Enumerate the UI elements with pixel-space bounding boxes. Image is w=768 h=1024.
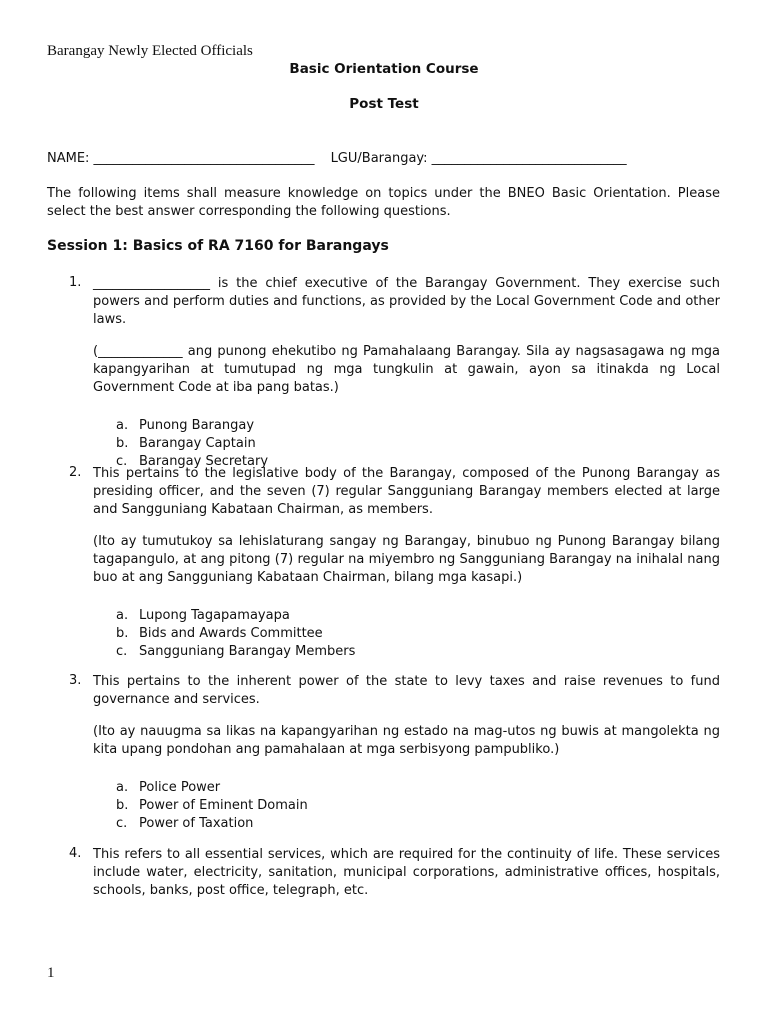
question-stem: This refers to all essential services, which are required for the continuity of life. These services include water, electricity, sanitation, municipal corporations, administrative offices, hospitals, schools, banks, post office, telegraph, etc.: [93, 847, 720, 898]
question-stem: __________________ is the chief executive of the Barangay Government. They exercise such powers and perform duties and functions, as provided by the Local Government Code and other laws.: [93, 276, 720, 327]
options-list: [47, 779, 720, 833]
question-1: [47, 275, 720, 471]
name-field: NAME: __________________________________: [47, 151, 315, 166]
options-list: [47, 607, 720, 661]
page-number: 1: [47, 965, 55, 981]
document-title: Basic Orientation Course: [289, 61, 479, 77]
session-heading: Session 1: Basics of RA 7160 for Barangays: [47, 238, 389, 254]
document-header: Barangay Newly Elected Officials: [47, 43, 253, 59]
option-b[interactable]: b. Power of Eminent Domain: [116, 798, 308, 813]
document-subtitle: Post Test: [349, 96, 419, 112]
option-a[interactable]: a. Police Power: [116, 780, 221, 795]
question-stem: This pertains to the inherent power of the state to levy taxes and raise revenues to fund governance and services.: [93, 674, 720, 707]
question-3: [47, 673, 720, 833]
question-number: 1.: [69, 275, 82, 290]
question-stem: This pertains to the legislative body of the Barangay, composed of the Punong Barangay as presiding officer, and the seven (7) regular Sangguniang Barangay members elected at large and Sangguniang Kabataan Chairman, as members.: [93, 466, 720, 517]
question-translation: (Ito ay nauugma sa likas na kapangyarihan ng estado na mag-utos ng buwis at mangolekta ng kita upang pondohan ang pamahalaan at mga serbisyong pampubliko.): [93, 724, 720, 757]
option-c[interactable]: c. Sangguniang Barangay Members: [116, 644, 356, 659]
question-translation: (_____________ ang punong ehekutibo ng Pamahalaang Barangay. Sila ay nagsasagawa ng mga kapangyarihan at tumutupad ng mga tungkulin at gawain, ayon sa itinakda ng Local Government Code at iba pang batas.): [93, 344, 720, 395]
instructions: The following items shall measure knowledge on topics under the BNEO Basic Orientation. Please select the best answer corresponding the following questions.: [47, 186, 720, 219]
option-b[interactable]: b. Barangay Captain: [116, 436, 256, 451]
question-number: 3.: [69, 673, 82, 688]
question-number: 2.: [69, 465, 82, 480]
option-c[interactable]: c. Power of Taxation: [116, 816, 254, 831]
question-2: [47, 465, 720, 661]
question-4: [47, 846, 720, 900]
option-a[interactable]: a. Lupong Tagapamayapa: [116, 608, 290, 623]
question-translation: (Ito ay tumutukoy sa lehislaturang sangay ng Barangay, binubuo ng Punong Barangay bilang tagapangulo, at ang pitong (7) regular na miyembro ng Sangguniang Barangay na inihalal nang buo at ang Sangguniang Kabataan Chairman, bilang mga kasapi.): [93, 534, 720, 585]
options-list: [47, 417, 720, 471]
question-number: 4.: [69, 846, 82, 861]
name-lgu-row: [47, 151, 721, 166]
lgu-field: LGU/Barangay: ______________________________: [330, 151, 627, 166]
option-c[interactable]: c. Barangay Secretary: [116, 454, 269, 469]
option-b[interactable]: b. Bids and Awards Committee: [116, 626, 323, 641]
option-a[interactable]: a. Punong Barangay: [116, 418, 255, 433]
